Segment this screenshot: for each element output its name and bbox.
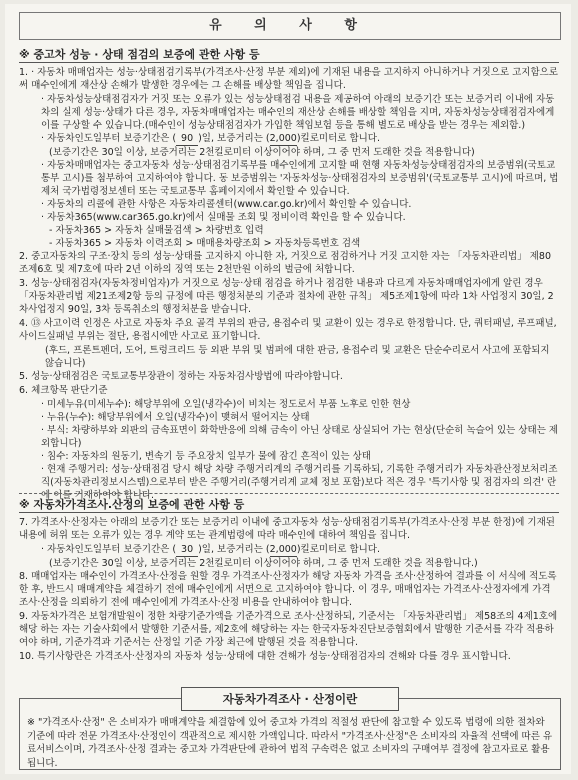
item-1-warranty-line: · 자동차인도일부터 보증기간은 ( 90 )일, 보증거리는 (2,000)킬로미터로 합니다.: [41, 133, 381, 144]
item-1-bullet: · 자동차매매업자는 중고자동차 성능·상태점검기록부를 매수인에게 고지할 때 현행 자동차성능상태점검자의 보증범위(국토교통부 고시)를 첨부하여 고지하여야 합니다. 동 보증범위는 '자동차성능·상태점검자의 보증범위'(국토교통부 고시)에 따르며, 법제처 국가법령정보센터 또는 국토교통부 홈페이지에서 확인할 수 있습니다.: [41, 160, 559, 197]
item-7-note: (보증기간은 30일 이상, 보증거리는 2천킬로미터 이상이어야 하며, 그 중 먼저 도래한 것을 적용합니다.): [49, 558, 478, 569]
item-1: 1. · 자동차 매매업자는 성능·상태점검기록부(가격조사·산정 부분 제외)에 기재된 내용을 고지하지 아니하거나 거짓으로 고지함으로써 매수인에게 재산상 손해가 발생한 경우에는 그 손해를 배상할 책임을 집니다.: [19, 67, 558, 91]
nav-path: - 자동차365 > 자동차 이력조회 > 매매용차량조회 > 자동차등록번호 검색: [49, 238, 361, 249]
section-divider: [19, 493, 559, 494]
item-4-note: (후드, 프론트펜더, 도어, 트렁크리드 등 외판 부위 및 범퍼에 대한 판금, 용접수리 및 교환은 단순수리로서 사고에 포함되지 않습니다): [45, 345, 550, 369]
criteria-item: · 현재 주행거리: 성능·상태점검 당시 해당 차량 주행거리계의 주행거리를 기록하되, 기록한 주행거리가 자동차관산정보처리조직(자동차관리정보시스템)으로부터 받은 주행거리(주행거리계 교체 정보 포함)보다 적은 경우 '특기사항 및 점검자의 의견' 란에 이를 기재하여야 합니다.: [41, 464, 558, 501]
item-1-bullet: · 자동차365(www.car365.go.kr)에서 실매물 조회 및 정비이력 확인을 할 수 있습니다.: [41, 212, 406, 223]
price-warranty-km-value: 2,000: [269, 544, 297, 555]
item-8: 8. 매매업자는 매수인이 가격조사·산정을 원할 경우 가격조사·산정자가 해당 자동차 가격을 조사·산정하여 결과를 이 서식에 적도록 한 후, 반드시 매매계약을 체결하기 전에 매수인에게 서면으로 고지하여야 합니다. 이 경우, 매매업자는 가격조사·산정자에게 가격조사·산정을 의뢰하기 전에 매수인에게 가격조사·산정 비용을 안내하여야 합니다.: [19, 571, 557, 608]
price-warranty-days-value: 30: [176, 543, 198, 557]
criteria-item: · 미세누유(미세누수): 해당부위에 오일(냉각수)이 비치는 정도로서 부품 노후로 인한 현상: [41, 399, 411, 410]
definition-box-title: 자동차가격조사 · 산정이란: [181, 687, 399, 711]
definition-box-text: ※ "가격조사·산정" 은 소비자가 매매계약을 체결함에 있어 중고차 가격의 적절성 판단에 참고할 수 있도록 법령에 의한 절차와 기준에 따라 전문 가격조사·산정인이 객관적으로 제시한 가액입니다. 따라서 "가격조사·산정"은 소비자의 자율적 선택에 따른 유료서비스이며, 가격조사·산정 결과는 중고차 가격판단에 관하여 법적 구속력은 없고 소비자의 구매여부 결정에 참고자료로 활용됩니다.: [27, 717, 553, 769]
section-price-warranty: [19, 498, 559, 664]
item-7-warranty-line: · 자동차인도일부터 보증기간은 ( 30 )일, 보증거리는 (2,000)킬로미터로 합니다.: [41, 544, 381, 555]
item-10: 10. 특기사항란은 가격조사·산정자의 자동차 성능·상태에 대한 견해가 성능·상태점검자의 견해와 다를 경우 표시합니다.: [19, 651, 511, 662]
criteria-item: · 부식: 차량하부와 외판의 금속표면이 화학반응에 의해 금속이 아닌 상태로 상실되어 가는 현상(단순히 녹슬어 있는 상태는 제외합니다): [41, 425, 559, 449]
page-title: 유 의 사 항: [19, 12, 561, 40]
item-1-note: (보증기간은 30일 이상, 보증거리는 2천킬로미터 이상이어야 하며, 그 중 먼저 도래한 것을 적용합니다): [49, 147, 475, 158]
warranty-km-value: 2,000: [269, 133, 297, 144]
criteria-item: · 누유(누수): 해당부위에서 오일(냉각수)이 맺혀서 떨어지는 상태: [41, 412, 310, 423]
item-5: 5. 성능·상태점검은 국토교통부장관이 정하는 자동차검사방법에 따라야합니다.: [19, 371, 343, 382]
criteria-item: · 침수: 자동차의 원동기, 변속기 등 주요장치 일부가 물에 잠긴 흔적이 있는 상태: [41, 451, 371, 462]
item-3: 3. 성능·상태점검자(자동차정비업자)가 거짓으로 성능·상태 점검을 하거나 점검한 내용과 다르게 자동차매매업자에게 알린 경우 「자동차관리법 제21조제2항 등의 규정에 따른 행정처분의 기준과 절차에 관한 규칙」 제5조제1항에 따라 1차 사업정지 30일, 2차사업정지 90일, 3차 등록취소의 행정처분을 받습니다.: [19, 278, 554, 315]
section-heading: ※ 자동차가격조사.산정의 보증에 관한 사항 등: [19, 498, 559, 513]
notice-page: [5, 4, 571, 774]
item-4: 4. ⑬ 사고이력 인정은 사고로 자동차 주요 골격 부위의 판금, 용접수리 및 교환이 있는 경우로 한정합니다. 단, 쿼터패널, 루프패널, 사이드실패널 부위는 절단, 용접시에만 사고로 표기합니다.: [19, 318, 557, 342]
item-7: 7. 가격조사·산정자는 아래의 보증기간 또는 보증거리 이내에 중고자동차 성능·상태점검기록부(가격조사·산정 부분 한정)에 기재된 내용에 허위 또는 오류가 있는 경우 계약 또는 관계법령에 따라 매수인에 대하여 책임을 집니다.: [19, 517, 555, 541]
warranty-days-value: 90: [176, 132, 198, 146]
nav-path: - 자동차365 > 자동차 실매물검색 > 차량번호 입력: [49, 225, 264, 236]
section-inspection-warranty: [19, 48, 559, 502]
item-1-bullet: · 자동차의 리콜에 관한 사항은 자동차리콜센터(www.car.go.kr)에서 확인할 수 있습니다.: [41, 199, 412, 210]
item-2: 2. 중고자동차의 구조·장치 등의 성능·상태를 고지하지 아니한 자, 거짓으로 점검하거나 거짓 고지한 자는 「자동차관리법」 제80조제6호 및 제7호에 따라 2년 이하의 징역 또는 2천만원 이하의 벌금에 처합니다.: [19, 251, 551, 275]
item-6: 6. 체크항목 판단기준: [19, 385, 108, 396]
item-1-bullet: · 자동차성능상태점검자가 거짓 또는 오류가 있는 성능상태점검 내용을 제공하여 아래의 보증기간 또는 보증거리 이내에 자동차의 실제 성능·상태가 다른 경우, 자동차매매업자는 매수인의 재산상 손해를 배상할 책임을 지며, 자동차성능상태점검자에게 이를 구상할 수 있습니다.(매수인이 성능상태점검자가 가입한 책임보험 등을 통해 별도로 배상을 받는 경우는 제외함.): [41, 94, 555, 131]
section-heading: ※ 중고차 성능 · 상태 점검의 보증에 관한 사항 등: [19, 48, 559, 63]
item-9: 9. 자동차가격은 보험개발원이 정한 차량기준가액을 기준가격으로 조사·산정하되, 기준서는 「자동차관리법」 제58조의 4제1호에 해당 하는 자는 기술사회에서 발행한 기준서를, 제2호에 해당하는 자는 한국자동차진단보증협회에서 발행한 기준서를 각각 적용하여야 하며, 기준가격과 기준서는 산정일 기준 가장 최근에 발행된 것을 적용합니다.: [19, 611, 558, 648]
